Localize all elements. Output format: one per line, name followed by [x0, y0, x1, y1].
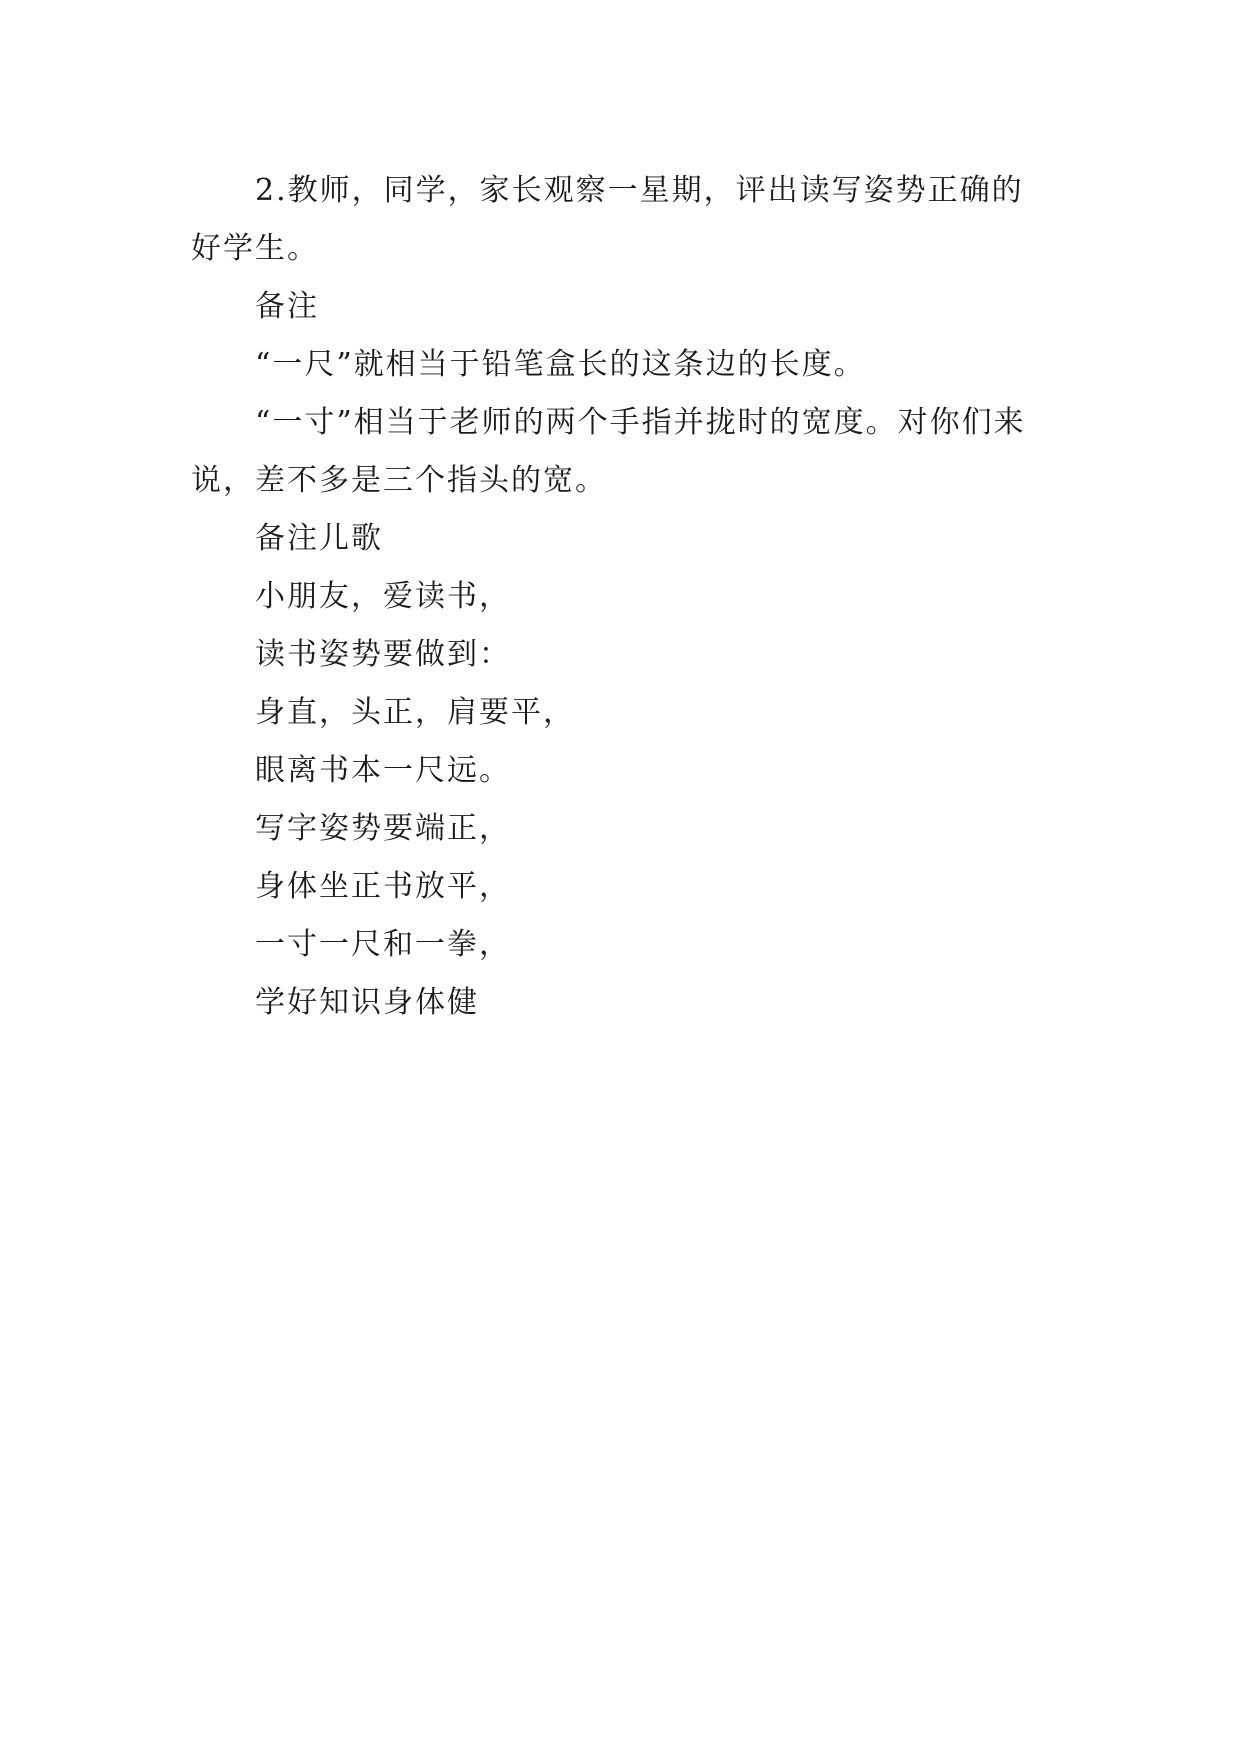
rhyme-line: 读书姿势要做到：	[255, 637, 511, 672]
document-body	[191, 162, 1051, 1032]
paragraph-evaluation: 2.教师，同学，家长观察一星期，评出读写姿势正确的好学生。	[191, 173, 1024, 266]
rhyme-line: 小朋友，爱读书，	[255, 579, 511, 614]
rhyme-line: 学好知识身体健	[255, 985, 479, 1020]
heading-note-rhyme: 备注儿歌	[255, 521, 383, 556]
paragraph-one-cun: “一寸”相当于老师的两个手指并拢时的宽度。对你们来说，差不多是三个指头的宽。	[191, 405, 1026, 498]
rhyme-line: 眼离书本一尺远。	[255, 753, 511, 788]
heading-note: 备注	[255, 289, 319, 324]
paragraph-one-chi: “一尺”就相当于铅笔盒长的这条边的长度。	[255, 347, 866, 382]
rhyme-line: 身直，头正，肩要平，	[255, 695, 575, 730]
rhyme-line: 写字姿势要端正，	[255, 811, 511, 846]
rhyme-line: 身体坐正书放平，	[255, 869, 511, 904]
rhyme-line: 一寸一尺和一拳，	[255, 927, 511, 962]
